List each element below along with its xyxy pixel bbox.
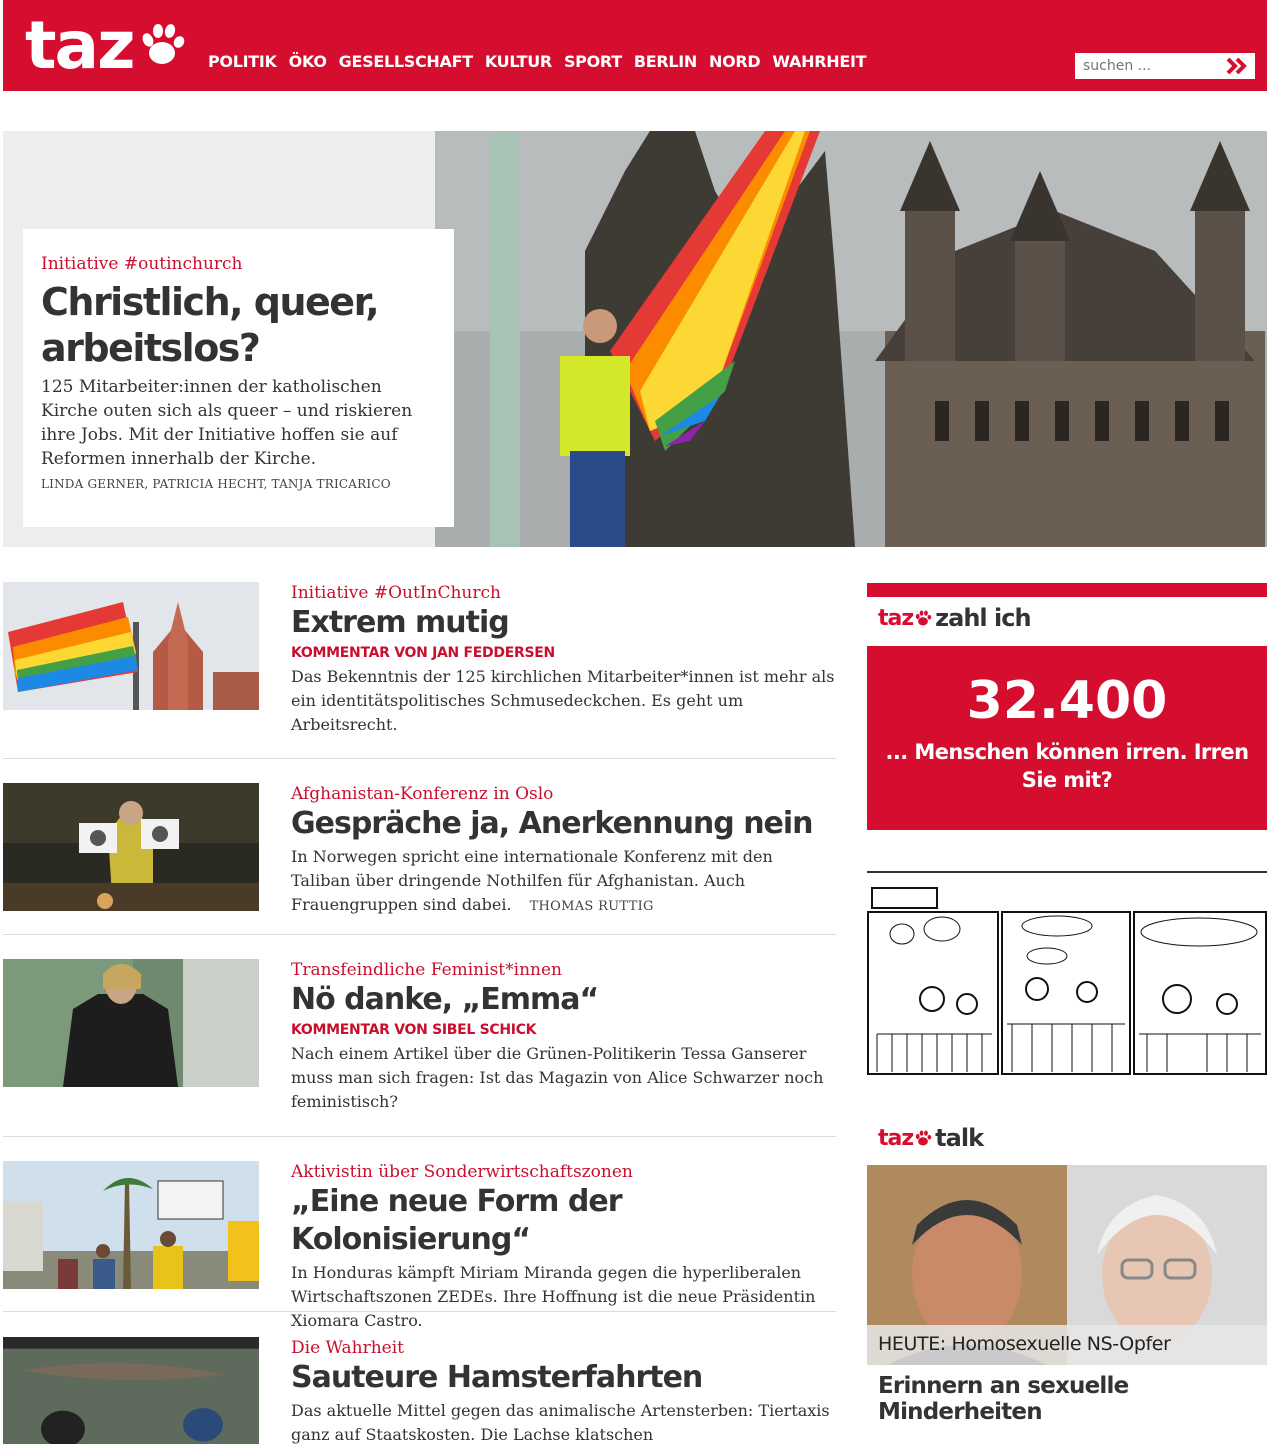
search-input[interactable] [1075, 58, 1220, 74]
article-headline[interactable]: Gespräche ja, Anerkennung nein [291, 806, 813, 841]
article-kicker[interactable]: Initiative #OutInChurch [291, 583, 501, 603]
article-teaser[interactable] [3, 1337, 836, 1444]
hero-authors: LINDA GERNER, PATRICIA HECHT, TANJA TRICARICO [41, 477, 391, 491]
article-text [291, 582, 836, 737]
main-nav [208, 52, 878, 71]
article-kicker[interactable]: Aktivistin über Sonderwirtschaftszonen [291, 1162, 633, 1182]
taz-talk-caption[interactable]: HEUTE: Homosexuelle NS-Opfer [867, 1325, 1267, 1365]
hero-teaser-text[interactable]: 125 Mitarbeiter:innen der katholischen Kirche outen sich als queer – und riskieren ihre Jobs. Mit der Initiative hoffen sie auf Reformen innerhalb der Kirche. [41, 377, 413, 469]
zahl-ich-label: zahl ich [935, 604, 1031, 632]
article-teaser-body[interactable]: In Norwegen spricht eine internationale Konferenz mit den Taliban über dringende Nothilfen für Afghanistan. Auch Frauengruppen sind dabei. [291, 847, 773, 914]
zahl-ich-top-bar [867, 583, 1267, 597]
article-image[interactable] [3, 783, 259, 911]
zahl-ich-text: ... Menschen können irren. Irren Sie mit? [885, 740, 1249, 792]
paw-icon [139, 20, 185, 68]
nav-oeko[interactable]: ÖKO [288, 52, 327, 71]
supporter-count: 32.400 [966, 671, 1168, 731]
comic-strip[interactable] [867, 884, 1267, 1075]
article-teaser-text[interactable]: Nach einem Artikel über die Grünen-Politikerin Tessa Ganserer muss man sich fragen: Ist das Magazin von Alice Schwarzer noch feministisch? [291, 1044, 824, 1111]
taz-talk-header[interactable] [878, 1124, 983, 1152]
article-image[interactable] [3, 959, 259, 1087]
article-kicker[interactable]: Transfeindliche Feminist*innen [291, 960, 562, 980]
nav-wahrheit[interactable]: WAHRHEIT [772, 52, 867, 71]
article-headline[interactable]: Extrem mutig [291, 605, 509, 640]
nav-politik[interactable]: POLITIK [208, 52, 277, 71]
taz-talk-logo: taz [878, 1125, 914, 1151]
article-headline[interactable]: „Eine neue Form der Kolonisierung“ [291, 1184, 622, 1257]
article-teaser-text[interactable]: In Honduras kämpft Miriam Miranda gegen die hyperliberalen Wirtschaftszonen ZEDEs. Ihre Hoffnung ist die neue Präsidentin Xiomara Castro. [291, 1263, 816, 1330]
article-headline[interactable]: Sauteure Hamsterfahrten [291, 1360, 703, 1395]
article-text [291, 1161, 836, 1333]
taz-talk-label: talk [935, 1124, 984, 1152]
zahl-ich-box[interactable] [867, 646, 1267, 830]
hero-kicker[interactable]: Initiative #outinchurch [41, 254, 243, 274]
article-headline[interactable]: Nö danke, „Emma“ [291, 982, 599, 1017]
hero-headline[interactable] [41, 279, 436, 371]
site-header [3, 0, 1267, 91]
search-box [1075, 53, 1255, 79]
article-teaser[interactable] [3, 582, 836, 759]
nav-nord[interactable]: NORD [709, 52, 761, 71]
nav-sport[interactable]: SPORT [563, 52, 622, 71]
article-image[interactable] [3, 1161, 259, 1289]
paw-icon [914, 609, 932, 627]
paw-icon [914, 1129, 932, 1147]
article-image[interactable] [3, 1337, 259, 1444]
article-teaser-text[interactable]: Das aktuelle Mittel gegen das animalische Artensterben: Tiertaxis ganz auf Staatskosten. Die Lachse klatschen [291, 1401, 830, 1444]
hero-teaser[interactable] [3, 131, 1267, 547]
article-teaser[interactable] [3, 783, 836, 935]
hero-headline-line1[interactable]: Christlich, queer, [41, 280, 379, 324]
article-byline: KOMMENTAR VON SIBEL SCHICK [291, 1022, 537, 1038]
article-kicker[interactable]: Afghanistan-Konferenz in Oslo [291, 784, 554, 804]
zahl-ich-logo: taz [878, 605, 914, 631]
article-teaser-text[interactable] [291, 845, 836, 919]
article-text [291, 959, 836, 1114]
zahl-ich-header[interactable] [878, 604, 1031, 632]
hero-text-box [23, 229, 454, 527]
article-text [291, 1337, 836, 1444]
nav-berlin[interactable]: BERLIN [633, 52, 697, 71]
nav-gesellschaft[interactable]: GESELLSCHAFT [338, 52, 473, 71]
article-text [291, 783, 836, 919]
hero-headline-line2[interactable]: arbeitslos? [41, 326, 260, 370]
double-chevron-right-icon[interactable] [1225, 57, 1249, 75]
taz-talk-title[interactable]: Erinnern an sexuelle Minderheiten [878, 1373, 1129, 1425]
hero-image[interactable] [435, 131, 1267, 547]
taz-logo[interactable]: taz [25, 7, 134, 84]
comic-divider [867, 871, 1267, 873]
article-author: THOMAS RUTTIG [529, 899, 654, 914]
article-byline: KOMMENTAR VON JAN FEDDERSEN [291, 645, 555, 661]
article-teaser[interactable] [3, 959, 836, 1137]
nav-kultur[interactable]: KULTUR [484, 52, 552, 71]
article-image[interactable] [3, 582, 259, 710]
article-teaser-text[interactable]: Das Bekenntnis der 125 kirchlichen Mitarbeiter*innen ist mehr als ein identitätspolitisches Schmusedeckchen. Es geht um Arbeitsrecht. [291, 667, 835, 734]
article-teaser[interactable] [3, 1161, 836, 1330]
article-kicker[interactable]: Die Wahrheit [291, 1338, 405, 1358]
